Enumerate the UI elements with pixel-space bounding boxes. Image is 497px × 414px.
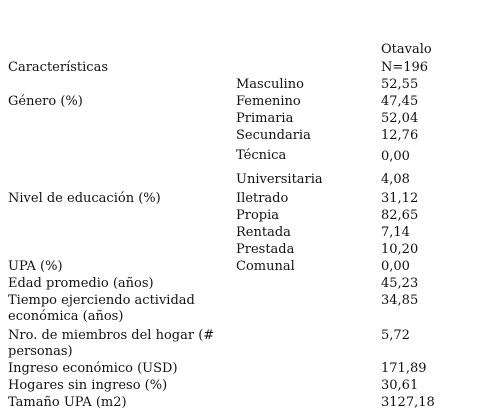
subcategory-cell: Universitaria [236, 172, 323, 187]
value-cell: 4,08 [381, 172, 410, 187]
subcategory-cell: Técnica [236, 148, 287, 163]
value-cell: 0,00 [381, 149, 410, 164]
value-cell: 171,89 [381, 361, 427, 376]
row-label-average-age: Edad promedio (años) [8, 276, 154, 291]
row-label-upa-size: Tamaño UPA (m2) [8, 395, 127, 410]
value-cell: 3127,18 [381, 395, 435, 410]
column-header-characteristics: Características [8, 60, 108, 75]
column-header-sample-size: N=196 [381, 60, 429, 75]
column-header-group: Otavalo [381, 42, 432, 57]
row-label-household-members-cont: personas) [8, 344, 73, 359]
subcategory-cell: Secundaria [236, 128, 311, 143]
row-label-upa: UPA (%) [8, 259, 63, 274]
value-cell: 31,12 [381, 191, 419, 206]
row-label-no-income: Hogares sin ingreso (%) [8, 378, 168, 393]
subcategory-cell: Femenino [236, 94, 301, 109]
value-cell: 30,61 [381, 378, 419, 393]
value-cell: 7,14 [381, 225, 410, 240]
row-label-education: Nivel de educación (%) [8, 191, 161, 206]
value-cell: 0,00 [381, 259, 410, 274]
subcategory-cell: Rentada [236, 225, 291, 240]
value-cell: 82,65 [381, 208, 419, 223]
subcategory-cell: Propia [236, 208, 280, 223]
subcategory-cell: Iletrado [236, 191, 289, 206]
value-cell: 52,55 [381, 77, 419, 92]
subcategory-cell: Primaria [236, 111, 294, 126]
value-cell: 34,85 [381, 293, 419, 308]
row-label-gender: Género (%) [8, 94, 83, 109]
row-label-household-members: Nro. de miembros del hogar (# [8, 328, 215, 343]
value-cell: 10,20 [381, 242, 419, 257]
row-label-income: Ingreso económico (USD) [8, 361, 178, 376]
value-cell: 52,04 [381, 111, 419, 126]
row-label-activity-time: Tiempo ejerciendo actividad [8, 293, 195, 308]
value-cell: 45,23 [381, 276, 419, 291]
subcategory-cell: Masculino [236, 77, 304, 92]
value-cell: 12,76 [381, 128, 419, 143]
subcategory-cell: Comunal [236, 259, 295, 274]
row-label-activity-time-cont: económica (años) [8, 309, 124, 324]
subcategory-cell: Prestada [236, 242, 295, 257]
value-cell: 47,45 [381, 94, 419, 109]
value-cell: 5,72 [381, 328, 410, 343]
